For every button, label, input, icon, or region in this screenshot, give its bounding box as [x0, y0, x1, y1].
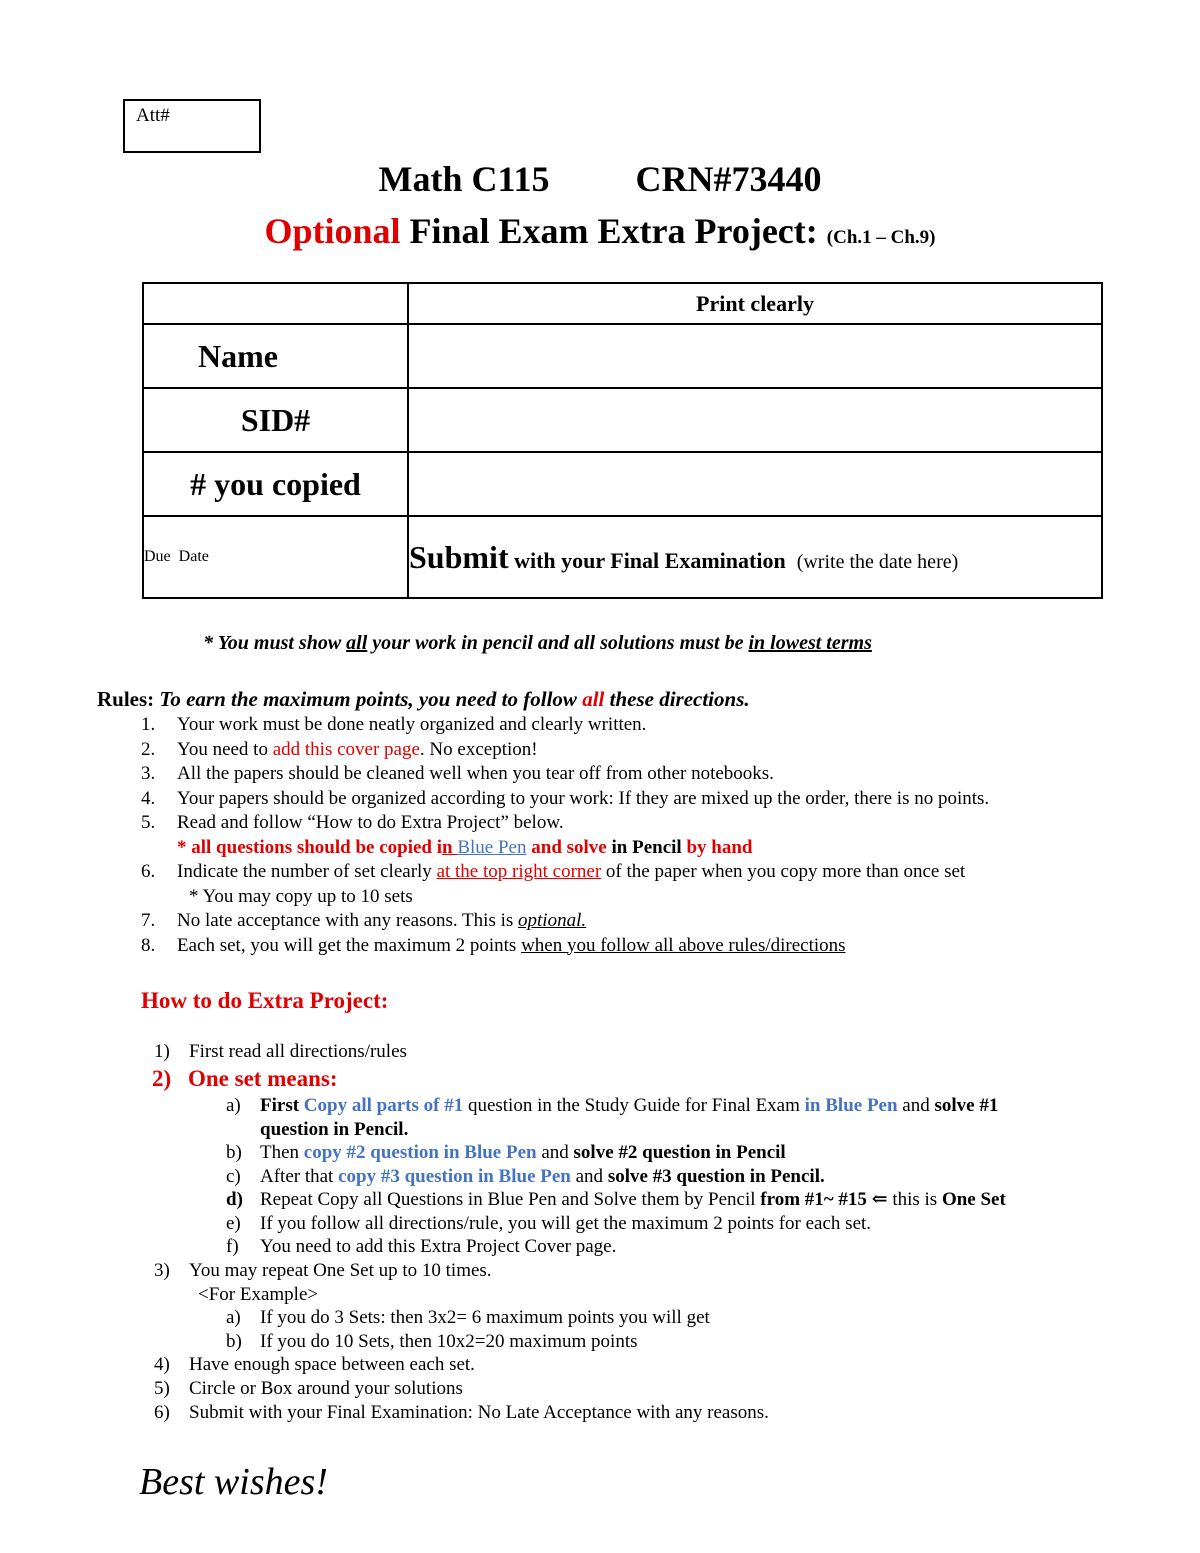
item-text: After that [260, 1165, 339, 1187]
attendance-box [123, 99, 261, 153]
write-date-note: (write the date here) [796, 550, 959, 573]
rule-text: * all questions should be copied i [177, 836, 443, 858]
rule-number: 2. [141, 738, 156, 760]
item-text: question in Pencil. [260, 1118, 409, 1140]
item-text: question in the Study Guide for Final Exam [463, 1095, 805, 1116]
sid-row [143, 388, 1102, 452]
due-date-label: Due Date [143, 516, 408, 598]
optional-label: Optional [264, 211, 401, 251]
rule-item [141, 811, 989, 836]
item-number: d) [226, 1189, 243, 1210]
rules-intro-2: these directions. [604, 687, 750, 711]
item-text: Circle or Box around your solutions [189, 1378, 463, 1399]
item-text: solve #2 question in Pencil [573, 1142, 786, 1163]
rules-heading [97, 687, 750, 712]
item-text: If you follow all directions/rule, you will get the maximum 2 points for each set. [260, 1212, 872, 1234]
rule-text: by hand [686, 836, 753, 858]
rule-text: when you follow all above rules/directions [521, 934, 846, 956]
rules-intro-all: all [582, 687, 605, 711]
due-date-row [143, 516, 1102, 598]
blue-text: copy #3 question in Blue Pen [338, 1165, 571, 1187]
item-text: First read all directions/rules [189, 1041, 407, 1062]
rule-text: No late acceptance with any reasons. This is [177, 910, 519, 931]
item-text: solve #1 [934, 1095, 999, 1116]
item-number: 3) [154, 1259, 170, 1281]
rule-continuation [141, 836, 989, 861]
rule-text: You need to [177, 738, 273, 760]
rule-text: Your papers should be organized according to your work: If they are mixed up the order, there is no points. [177, 787, 990, 809]
item-text: Submit with your Final Examination: No Late Acceptance with any reasons. [189, 1402, 769, 1423]
att-label: Att# [136, 105, 170, 126]
submit-with-text: with your Final Examination [514, 547, 786, 573]
blue-text: in Blue Pen [804, 1095, 898, 1116]
item-number: f) [226, 1236, 239, 1257]
rule-text: of the paper when you copy more than once set [601, 861, 966, 882]
rules-intro-1: To earn the maximum points, you need to follow [159, 687, 583, 711]
rule-number: 7. [141, 910, 156, 931]
blue-text: Copy all parts of #1 [299, 1095, 464, 1116]
item-number: 1) [154, 1041, 170, 1062]
subtitle-text: Final Exam Extra Project: [409, 211, 818, 251]
table-header-blank [143, 283, 408, 324]
howto-list [154, 1040, 1154, 1425]
item-text: and [536, 1142, 574, 1163]
item-number: 4) [154, 1354, 170, 1375]
rule-text: optional. [518, 910, 587, 931]
item-number: e) [226, 1212, 241, 1234]
rule-text: Each set, you will get the maximum 2 points [177, 934, 522, 956]
item-text: Have enough space between each set. [189, 1354, 475, 1375]
table-header-row [143, 283, 1102, 324]
howto-heading: How to do Extra Project: [141, 988, 389, 1013]
item-text: One set means: [188, 1066, 338, 1091]
rule-number: 3. [141, 763, 156, 784]
howto-item [154, 1259, 1154, 1283]
rules-label: Rules: [97, 687, 155, 711]
name-label: Name [143, 324, 408, 388]
rule-highlight: at the top right corner [436, 861, 602, 882]
item-text: If you do 3 Sets: then 3x2= 6 maximum points you will get [260, 1307, 710, 1328]
item-number: c) [226, 1165, 241, 1187]
instruction-part-2: your work in pencil and all solutions must be [367, 632, 749, 654]
copied-row [143, 452, 1102, 516]
rule-text: . No exception! [419, 738, 538, 760]
rule-number: 4. [141, 787, 156, 809]
submit-word: Submit [409, 538, 509, 575]
item-number: b) [226, 1330, 242, 1352]
instruction-all: all [346, 632, 368, 654]
copied-field[interactable] [408, 452, 1102, 516]
instruction-lowest-terms: in lowest terms [748, 632, 872, 654]
instruction-part-1: * You must show [203, 632, 347, 654]
item-text: and [897, 1095, 935, 1116]
item-text: and [570, 1165, 608, 1187]
item-text: this is [892, 1189, 942, 1210]
due-date-field[interactable] [408, 516, 1102, 598]
howto-subitem-continuation [154, 1118, 1154, 1142]
name-row [143, 324, 1102, 388]
rule-number: 5. [141, 812, 156, 833]
howto-subitem [154, 1188, 1154, 1212]
rule-continuation [141, 885, 989, 910]
item-number: a) [226, 1095, 241, 1116]
blue-text: copy #2 question in Blue Pen [303, 1142, 537, 1163]
rule-number: 8. [141, 934, 156, 956]
howto-item [154, 1040, 1154, 1064]
howto-subitem [154, 1212, 1154, 1236]
rule-text: and solve [526, 836, 607, 858]
item-text: Then [260, 1142, 304, 1163]
blue-pen-text: Blue Pen [457, 836, 527, 858]
howto-item [154, 1377, 1154, 1401]
rule-highlight: add this cover page [272, 738, 420, 760]
rule-text: All the papers should be cleaned well when you tear off from other notebooks. [177, 763, 774, 784]
chapter-range: (Ch.1 – Ch.9) [826, 227, 936, 248]
rule-text: Indicate the number of set clearly [177, 861, 437, 882]
work-instruction [0, 632, 1075, 655]
rule-text: * You may copy up to 10 sets [189, 885, 413, 907]
rule-text: n [442, 836, 458, 858]
rule-number: 1. [141, 714, 156, 735]
left-arrow-icon: ⇐ [866, 1189, 893, 1210]
page-subtitle [0, 210, 1200, 252]
closing-text: Best wishes! [139, 1461, 328, 1503]
item-text: solve #3 question in Pencil. [607, 1165, 825, 1187]
sid-label: SID# [143, 388, 408, 452]
rule-text: Read and follow “How to do Extra Project” below. [177, 812, 564, 833]
sid-field[interactable] [408, 388, 1102, 452]
course-title: Math C115 [378, 159, 550, 199]
howto-subitem [154, 1235, 1154, 1259]
howto-subitem [154, 1306, 1154, 1330]
howto-subitem [154, 1141, 1154, 1165]
item-number: 6) [154, 1402, 170, 1423]
howto-item [154, 1353, 1154, 1377]
copied-label: # you copied [143, 452, 408, 516]
example-label: <For Example> [198, 1283, 319, 1305]
rule-text: in Pencil [606, 836, 687, 858]
student-info-table [142, 282, 1103, 599]
howto-subitem [154, 1094, 1154, 1118]
rule-item [141, 860, 989, 885]
item-text: One Set [941, 1189, 1006, 1210]
name-field[interactable] [408, 324, 1102, 388]
crn-number: CRN#73440 [635, 159, 822, 199]
rule-item [141, 762, 989, 787]
item-number: a) [226, 1307, 241, 1328]
page-title [0, 158, 1200, 200]
item-text: from #1~ #15 [760, 1189, 867, 1210]
howto-item [154, 1401, 1154, 1425]
rule-item [141, 738, 989, 763]
howto-subitem [154, 1165, 1154, 1189]
howto-item [152, 1064, 1154, 1094]
item-text: If you do 10 Sets, then 10x2=20 maximum points [260, 1330, 638, 1352]
item-text: Repeat Copy all Questions in Blue Pen and Solve them by Pencil [260, 1189, 761, 1210]
rule-text: Your work must be done neatly organized and clearly written. [177, 714, 647, 735]
item-text: You need to add this Extra Project Cover page. [260, 1236, 617, 1257]
rule-item [141, 787, 989, 812]
item-number: 5) [154, 1378, 170, 1399]
rules-list [141, 713, 989, 958]
rule-item [141, 934, 989, 959]
item-text: First [260, 1095, 300, 1116]
rule-item [141, 713, 989, 738]
howto-subitem [154, 1330, 1154, 1354]
item-number: 2) [152, 1066, 172, 1091]
rule-number: 6. [141, 861, 156, 882]
rule-item [141, 909, 989, 934]
item-number: b) [226, 1142, 242, 1163]
print-clearly-header: Print clearly [408, 283, 1102, 324]
item-text: You may repeat One Set up to 10 times. [189, 1259, 492, 1281]
